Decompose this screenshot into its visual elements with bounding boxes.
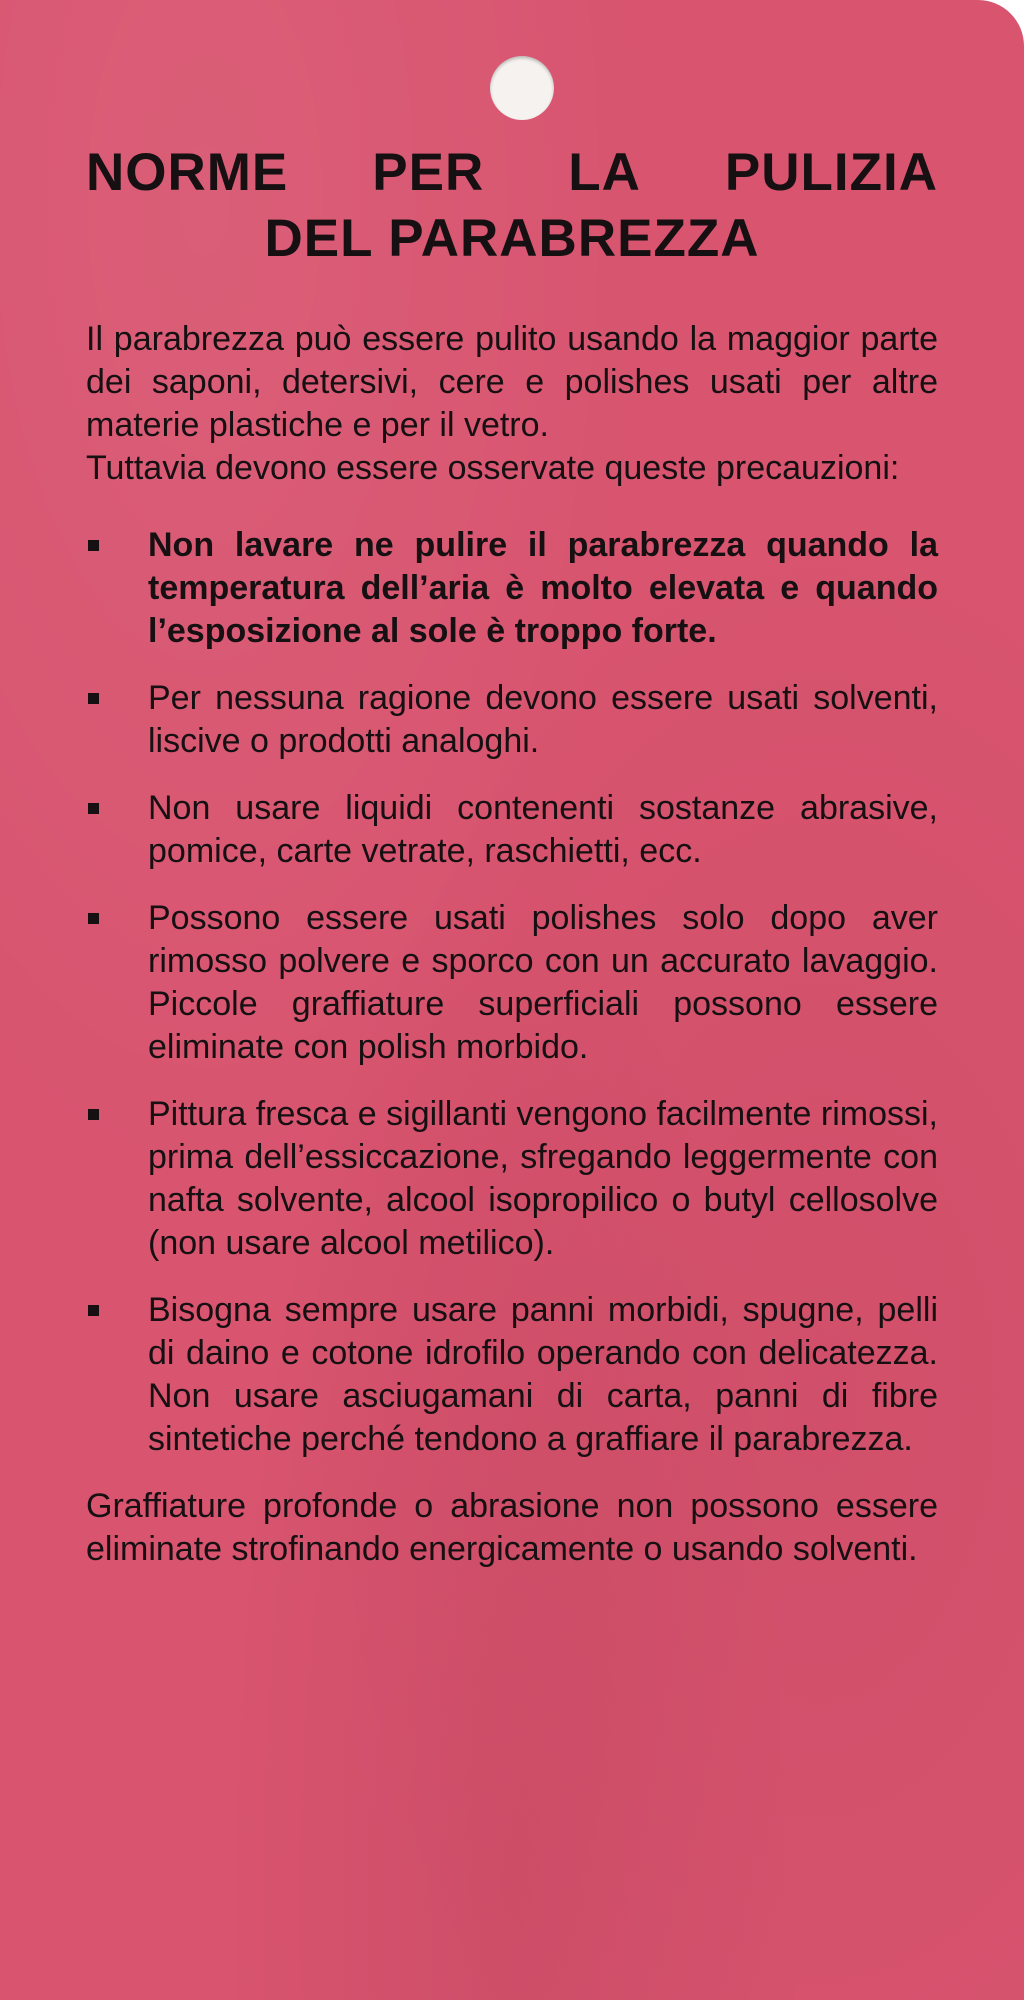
list-item-text: Pittura fresca e sigillanti vengono facilmente rimossi, prima dell’essiccazione, sfregando leggermente con nafta solvente, alcool isopropilico o butyl cellosolve (non usare alcool metilico). (148, 1095, 938, 1262)
list-item-text: Non usare liquidi contenenti sostanze abrasive, pomice, carte vetrate, raschietti, ecc. (148, 789, 938, 870)
intro-paragraph: Il parabrezza può essere pulito usando la maggior parte dei saponi, detersivi, cere e polishes usati per altre materie plastiche e per il vetro. (86, 320, 938, 444)
square-bullet-icon (88, 1305, 99, 1316)
list-item (86, 677, 938, 763)
title-word: LA (568, 143, 641, 202)
list-item-text: Possono essere usati polishes solo dopo aver rimosso polvere e sporco con un accurato lavaggio. Piccole graffiature superficiali possono essere eliminate con polish morbido. (148, 899, 938, 1066)
precautions-list (86, 524, 938, 1461)
square-bullet-icon (88, 1109, 99, 1120)
list-item (86, 1289, 938, 1461)
title-word: PULIZIA (724, 143, 938, 202)
page-title (86, 140, 938, 272)
title-line-2: DEL PARABREZZA (264, 209, 760, 268)
list-item (86, 1093, 938, 1265)
precautions-intro: Tuttavia devono essere osservate queste precauzioni: (86, 449, 900, 487)
list-item-text: Non lavare ne pulire il parabrezza quando la temperatura dell’aria è molto elevata e quando l’esposizione al sole è troppo forte. (148, 526, 938, 650)
square-bullet-icon (88, 540, 99, 551)
list-item-text: Per nessuna ragione devono essere usati solventi, liscive o prodotti analoghi. (148, 679, 938, 760)
hang-hole (490, 56, 554, 120)
page-edge (1024, 0, 1028, 2000)
square-bullet-icon (88, 803, 99, 814)
list-item (86, 897, 938, 1069)
title-word: PER (372, 143, 485, 202)
title-line-1 (86, 140, 938, 206)
closing-paragraph: Graffiature profonde o abrasione non possono essere eliminate strofinando energicamente o usando solventi. (86, 1487, 938, 1568)
list-item (86, 524, 938, 653)
list-item (86, 787, 938, 873)
list-item-text: Bisogna sempre usare panni morbidi, spugne, pelli di daino e cotone idrofilo operando con delicatezza. Non usare asciugamani di carta, panni di fibre sintetiche perché tendono a graffiare il parabrezza. (148, 1291, 938, 1458)
square-bullet-icon (88, 913, 99, 924)
card-body (86, 318, 938, 1571)
title-word: NORME (86, 143, 289, 202)
square-bullet-icon (88, 693, 99, 704)
